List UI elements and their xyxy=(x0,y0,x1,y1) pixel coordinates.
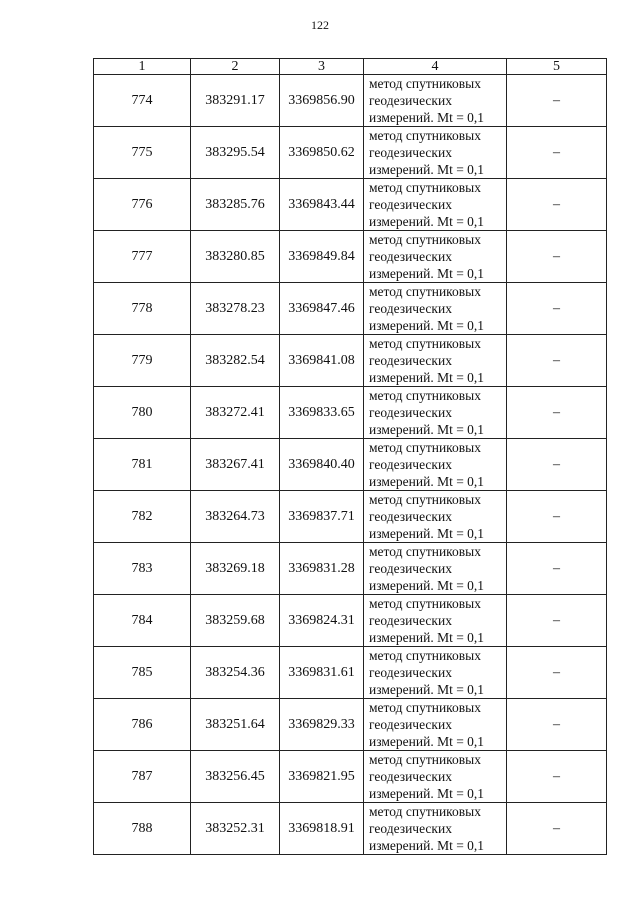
method-cell xyxy=(364,335,507,387)
method-cell xyxy=(364,283,507,335)
table-body xyxy=(94,75,607,855)
note-cell: – xyxy=(507,179,607,231)
x-coordinate-cell: 383291.17 xyxy=(191,75,280,127)
header-cell-1: 1 xyxy=(94,59,191,75)
y-coordinate-cell: 3369849.84 xyxy=(280,231,364,283)
method-line: метод спутниковых xyxy=(369,388,481,403)
method-cell xyxy=(364,647,507,699)
method-line: геодезических xyxy=(369,93,452,108)
method-line: метод спутниковых xyxy=(369,544,481,559)
y-coordinate-cell: 3369829.33 xyxy=(280,699,364,751)
note-cell: – xyxy=(507,439,607,491)
header-row xyxy=(94,59,607,75)
header-cell-4: 4 xyxy=(364,59,507,75)
x-coordinate-cell: 383254.36 xyxy=(191,647,280,699)
method-line: измерений. Mt = 0,1 xyxy=(369,422,485,437)
method-cell xyxy=(364,179,507,231)
method-cell xyxy=(364,231,507,283)
method-line: метод спутниковых xyxy=(369,180,481,195)
table-row xyxy=(94,595,607,647)
coordinates-table xyxy=(93,58,607,855)
method-line: геодезических xyxy=(369,301,452,316)
y-coordinate-cell: 3369847.46 xyxy=(280,283,364,335)
note-cell: – xyxy=(507,231,607,283)
method-line: метод спутниковых xyxy=(369,128,481,143)
x-coordinate-cell: 383252.31 xyxy=(191,803,280,855)
method-line: измерений. Mt = 0,1 xyxy=(369,214,485,229)
x-coordinate-cell: 383251.64 xyxy=(191,699,280,751)
method-cell xyxy=(364,439,507,491)
method-cell xyxy=(364,127,507,179)
method-line: измерений. Mt = 0,1 xyxy=(369,474,485,489)
method-cell xyxy=(364,387,507,439)
method-line: измерений. Mt = 0,1 xyxy=(369,110,485,125)
method-line: измерений. Mt = 0,1 xyxy=(369,838,485,853)
method-line: геодезических xyxy=(369,457,452,472)
point-number-cell: 775 xyxy=(94,127,191,179)
method-line: измерений. Mt = 0,1 xyxy=(369,578,485,593)
method-line: геодезических xyxy=(369,197,452,212)
note-cell: – xyxy=(507,491,607,543)
point-number-cell: 787 xyxy=(94,751,191,803)
table-row xyxy=(94,439,607,491)
point-number-cell: 784 xyxy=(94,595,191,647)
x-coordinate-cell: 383259.68 xyxy=(191,595,280,647)
header-cell-2: 2 xyxy=(191,59,280,75)
table-row xyxy=(94,231,607,283)
method-line: геодезических xyxy=(369,769,452,784)
y-coordinate-cell: 3369843.44 xyxy=(280,179,364,231)
method-line: геодезических xyxy=(369,249,452,264)
y-coordinate-cell: 3369833.65 xyxy=(280,387,364,439)
method-cell xyxy=(364,595,507,647)
point-number-cell: 779 xyxy=(94,335,191,387)
method-line: геодезических xyxy=(369,145,452,160)
method-line: геодезических xyxy=(369,353,452,368)
method-line: метод спутниковых xyxy=(369,752,481,767)
x-coordinate-cell: 383269.18 xyxy=(191,543,280,595)
table-row xyxy=(94,543,607,595)
table-row xyxy=(94,75,607,127)
note-cell: – xyxy=(507,647,607,699)
x-coordinate-cell: 383280.85 xyxy=(191,231,280,283)
table-row xyxy=(94,647,607,699)
method-line: измерений. Mt = 0,1 xyxy=(369,162,485,177)
note-cell: – xyxy=(507,127,607,179)
method-line: геодезических xyxy=(369,821,452,836)
method-line: измерений. Mt = 0,1 xyxy=(369,318,485,333)
point-number-cell: 781 xyxy=(94,439,191,491)
point-number-cell: 788 xyxy=(94,803,191,855)
note-cell: – xyxy=(507,283,607,335)
y-coordinate-cell: 3369831.61 xyxy=(280,647,364,699)
note-cell: – xyxy=(507,595,607,647)
table-row xyxy=(94,387,607,439)
method-cell xyxy=(364,75,507,127)
method-line: метод спутниковых xyxy=(369,700,481,715)
point-number-cell: 782 xyxy=(94,491,191,543)
x-coordinate-cell: 383282.54 xyxy=(191,335,280,387)
point-number-cell: 783 xyxy=(94,543,191,595)
method-line: метод спутниковых xyxy=(369,596,481,611)
note-cell: – xyxy=(507,803,607,855)
header-cell-5: 5 xyxy=(507,59,607,75)
method-line: геодезических xyxy=(369,509,452,524)
method-line: геодезических xyxy=(369,561,452,576)
point-number-cell: 776 xyxy=(94,179,191,231)
table-row xyxy=(94,803,607,855)
method-line: метод спутниковых xyxy=(369,804,481,819)
method-cell xyxy=(364,803,507,855)
x-coordinate-cell: 383285.76 xyxy=(191,179,280,231)
note-cell: – xyxy=(507,751,607,803)
table-row xyxy=(94,283,607,335)
x-coordinate-cell: 383278.23 xyxy=(191,283,280,335)
x-coordinate-cell: 383272.41 xyxy=(191,387,280,439)
method-line: измерений. Mt = 0,1 xyxy=(369,682,485,697)
note-cell: – xyxy=(507,335,607,387)
note-cell: – xyxy=(507,75,607,127)
point-number-cell: 785 xyxy=(94,647,191,699)
method-line: геодезических xyxy=(369,405,452,420)
x-coordinate-cell: 383295.54 xyxy=(191,127,280,179)
y-coordinate-cell: 3369837.71 xyxy=(280,491,364,543)
method-line: измерений. Mt = 0,1 xyxy=(369,734,485,749)
y-coordinate-cell: 3369821.95 xyxy=(280,751,364,803)
table-header xyxy=(94,59,607,75)
y-coordinate-cell: 3369856.90 xyxy=(280,75,364,127)
note-cell: – xyxy=(507,543,607,595)
note-cell: – xyxy=(507,699,607,751)
method-line: метод спутниковых xyxy=(369,232,481,247)
point-number-cell: 777 xyxy=(94,231,191,283)
table-row xyxy=(94,491,607,543)
y-coordinate-cell: 3369841.08 xyxy=(280,335,364,387)
header-cell-3: 3 xyxy=(280,59,364,75)
y-coordinate-cell: 3369824.31 xyxy=(280,595,364,647)
table-row xyxy=(94,127,607,179)
method-line: измерений. Mt = 0,1 xyxy=(369,266,485,281)
x-coordinate-cell: 383256.45 xyxy=(191,751,280,803)
y-coordinate-cell: 3369818.91 xyxy=(280,803,364,855)
y-coordinate-cell: 3369831.28 xyxy=(280,543,364,595)
method-line: метод спутниковых xyxy=(369,648,481,663)
point-number-cell: 786 xyxy=(94,699,191,751)
table-row xyxy=(94,335,607,387)
table-row xyxy=(94,179,607,231)
point-number-cell: 780 xyxy=(94,387,191,439)
y-coordinate-cell: 3369840.40 xyxy=(280,439,364,491)
y-coordinate-cell: 3369850.62 xyxy=(280,127,364,179)
point-number-cell: 774 xyxy=(94,75,191,127)
method-cell xyxy=(364,751,507,803)
method-line: метод спутниковых xyxy=(369,284,481,299)
method-line: геодезических xyxy=(369,613,452,628)
method-line: геодезических xyxy=(369,717,452,732)
x-coordinate-cell: 383267.41 xyxy=(191,439,280,491)
method-line: измерений. Mt = 0,1 xyxy=(369,630,485,645)
method-line: метод спутниковых xyxy=(369,440,481,455)
table-row xyxy=(94,751,607,803)
table-row xyxy=(94,699,607,751)
method-cell xyxy=(364,699,507,751)
method-cell xyxy=(364,543,507,595)
method-cell xyxy=(364,491,507,543)
method-line: метод спутниковых xyxy=(369,76,481,91)
point-number-cell: 778 xyxy=(94,283,191,335)
page-number: 122 xyxy=(311,18,329,32)
method-line: измерений. Mt = 0,1 xyxy=(369,526,485,541)
method-line: измерений. Mt = 0,1 xyxy=(369,370,485,385)
method-line: измерений. Mt = 0,1 xyxy=(369,786,485,801)
method-line: метод спутниковых xyxy=(369,492,481,507)
x-coordinate-cell: 383264.73 xyxy=(191,491,280,543)
method-line: метод спутниковых xyxy=(369,336,481,351)
method-line: геодезических xyxy=(369,665,452,680)
note-cell: – xyxy=(507,387,607,439)
